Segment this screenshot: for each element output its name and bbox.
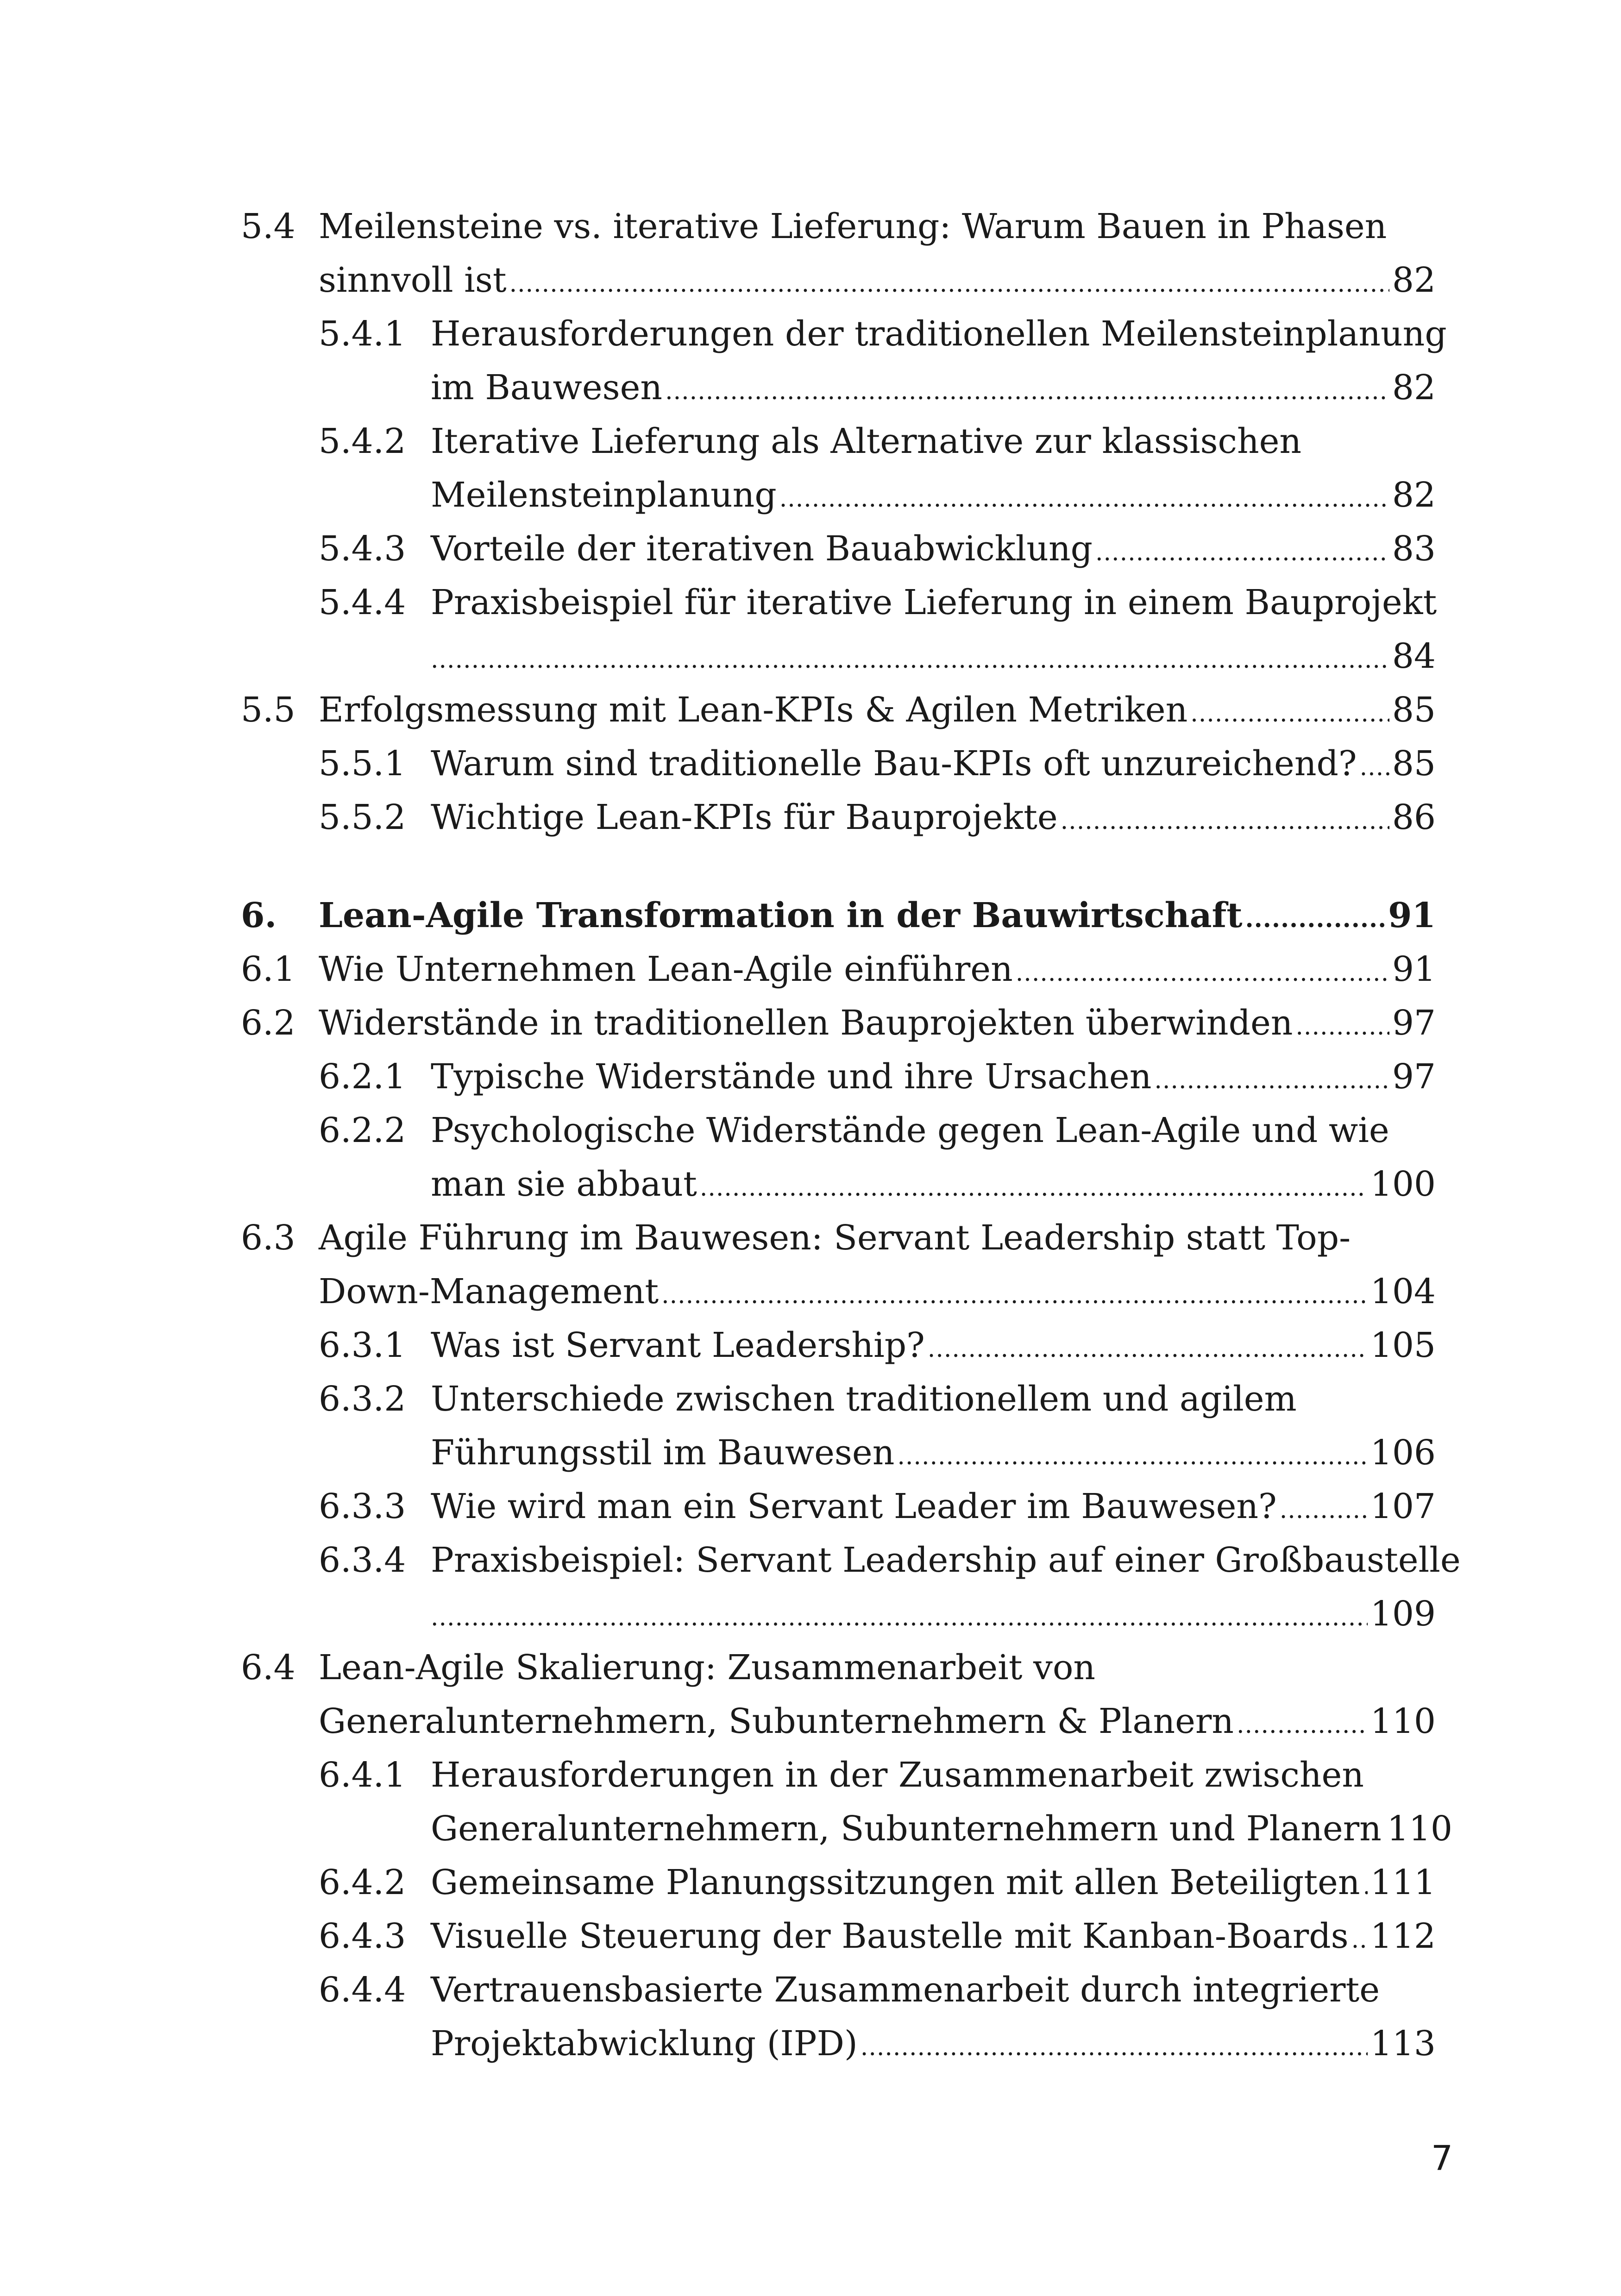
toc-entry-6-1 xyxy=(241,949,1436,989)
toc-number: 6.3.3 xyxy=(319,1487,406,1526)
toc-entry-5-4-2 xyxy=(319,421,1436,461)
toc-page: 109 xyxy=(1370,1594,1436,1634)
toc-title: Iterative Lieferung als Alternative zur klassischen xyxy=(431,421,1302,461)
toc-title: Meilensteine vs. iterative Lieferung: Warum Bauen in Phasen xyxy=(319,207,1387,246)
toc-entry-5-4-3 xyxy=(319,529,1436,569)
toc-title-cont: Meilensteinplanung xyxy=(431,475,777,515)
toc-number: 5.4.4 xyxy=(319,583,406,622)
toc-title-cont: man sie abbaut xyxy=(431,1164,697,1204)
toc-number: 5.4 xyxy=(241,207,295,246)
toc-entry-6-4-3 xyxy=(319,1916,1436,1956)
toc-title: Herausforderungen in der Zusammenarbeit zwischen xyxy=(431,1755,1364,1795)
toc-page: 82 xyxy=(1392,368,1436,408)
toc-leader xyxy=(1016,961,1389,985)
toc-number: 6.4.3 xyxy=(319,1916,406,1956)
toc-entry-5-4-1-cont xyxy=(431,368,1436,408)
toc-number: 5.5.1 xyxy=(319,744,406,784)
toc-leader xyxy=(1095,540,1389,565)
toc-entry-6-3-cont xyxy=(319,1274,1436,1309)
toc-number: 6. xyxy=(241,896,277,935)
toc-title: Wie wird man ein Servant Leader im Bauwesen? xyxy=(431,1487,1277,1526)
toc-entry-6-2-1 xyxy=(319,1057,1436,1097)
toc-page: 91 xyxy=(1388,896,1436,935)
toc-number: 6.4.1 xyxy=(319,1755,406,1795)
toc-title: Vertrauensbasierte Zusammenarbeit durch integrierte xyxy=(431,1970,1380,2010)
toc-number: 6.4.4 xyxy=(319,1970,406,2010)
toc-entry-5-5-1 xyxy=(319,744,1436,784)
toc-page: 84 xyxy=(1392,636,1436,676)
toc-title: Vorteile der iterativen Bauabwicklung xyxy=(431,529,1093,569)
toc-title-cont: sinnvoll ist xyxy=(319,260,507,300)
toc-page: 113 xyxy=(1370,2024,1436,2064)
toc-page: 107 xyxy=(1370,1487,1436,1526)
toc-entry-6-4-cont xyxy=(319,1701,1436,1741)
toc-leader xyxy=(431,1606,1368,1630)
toc-leader xyxy=(665,379,1389,403)
toc-entry-6-4-1-cont xyxy=(431,1809,1452,1849)
toc-page: 110 xyxy=(1387,1809,1452,1849)
toc-number: 5.4.2 xyxy=(319,421,406,461)
toc-title: Lean-Agile Transformation in der Bauwirtschaft xyxy=(319,896,1243,935)
toc-leader xyxy=(1360,755,1389,779)
toc-leader xyxy=(431,648,1389,672)
toc-leader xyxy=(928,1337,1368,1361)
toc-page: 105 xyxy=(1370,1325,1436,1365)
toc-number: 5.4.3 xyxy=(319,529,406,569)
toc-page: 97 xyxy=(1392,1057,1436,1097)
toc-page: 110 xyxy=(1370,1701,1436,1741)
toc-entry-5-4-1 xyxy=(319,314,1447,354)
toc-number: 6.3.1 xyxy=(319,1325,406,1365)
toc-page: 104 xyxy=(1370,1272,1436,1311)
toc-entry-6-3 xyxy=(241,1218,1436,1258)
toc-entry-5-5-2 xyxy=(319,797,1436,837)
toc-number: 6.2.1 xyxy=(319,1057,406,1097)
toc-title-cont: Generalunternehmern, Subunternehmern und Planern xyxy=(431,1809,1382,1849)
toc-leader xyxy=(700,1176,1368,1200)
toc-title-cont: Führungsstil im Bauwesen xyxy=(431,1433,895,1473)
toc-leader xyxy=(509,272,1389,296)
toc-title-cont: Down-Management xyxy=(319,1272,659,1311)
toc-number: 6.3 xyxy=(241,1218,295,1258)
toc-leader xyxy=(1154,1068,1389,1092)
toc-leader xyxy=(897,1444,1367,1468)
toc-page: 82 xyxy=(1392,260,1436,300)
toc-leader xyxy=(1351,1928,1368,1952)
toc-page: 100 xyxy=(1370,1164,1436,1204)
toc-leader xyxy=(1061,809,1389,833)
toc-title: Psychologische Widerstände gegen Lean-Agile und wie xyxy=(431,1110,1389,1150)
toc-page: 97 xyxy=(1392,1003,1436,1043)
toc-title: Praxisbeispiel: Servant Leadership auf einer Großbaustelle xyxy=(431,1540,1461,1580)
toc-title: Warum sind traditionelle Bau-KPIs oft unzureichend? xyxy=(431,744,1357,784)
toc-leader xyxy=(661,1283,1368,1307)
toc-entry-6-4-1 xyxy=(319,1755,1436,1795)
toc-title: Wie Unternehmen Lean-Agile einführen xyxy=(319,949,1013,989)
toc-title: Was ist Servant Leadership? xyxy=(431,1325,925,1365)
toc-entry-6-4 xyxy=(241,1650,1436,1685)
toc-title: Praxisbeispiel für iterative Lieferung in einem Bauprojekt xyxy=(431,583,1437,622)
toc-entry-6-3-3 xyxy=(319,1489,1436,1524)
toc-entry-6-3-4 xyxy=(319,1540,1461,1580)
toc-title: Gemeinsame Planungssitzungen mit allen Beteiligten xyxy=(431,1863,1360,1902)
toc-entry-6-2-2-cont xyxy=(431,1164,1436,1204)
toc-title: Widerstände in traditionellen Bauprojekten überwinden xyxy=(319,1003,1293,1043)
toc-number: 6.3.4 xyxy=(319,1540,406,1580)
toc-leader xyxy=(861,2035,1368,2059)
toc-entry-5-4-4-cont xyxy=(431,636,1436,676)
toc-page: 85 xyxy=(1392,744,1436,784)
toc-number: 6.2.2 xyxy=(319,1110,406,1150)
toc-number: 5.5 xyxy=(241,690,295,730)
toc-page: 91 xyxy=(1392,949,1436,989)
toc-title: Typische Widerstände und ihre Ursachen xyxy=(431,1057,1152,1097)
toc-leader xyxy=(1280,1498,1368,1522)
toc-title: Lean-Agile Skalierung: Zusammenarbeit von xyxy=(319,1648,1096,1687)
toc-title: Herausforderungen der traditionellen Meilensteinplanung xyxy=(431,314,1447,354)
toc-title: Visuelle Steuerung der Baustelle mit Kanban-Boards xyxy=(431,1916,1349,1956)
toc-page: 85 xyxy=(1392,690,1436,730)
page-number: 7 xyxy=(1431,2139,1453,2178)
toc-entry-5-4-cont xyxy=(319,260,1436,300)
toc-entry-6-2 xyxy=(241,1003,1436,1043)
toc-leader xyxy=(779,487,1389,511)
toc-entry-6-3-2 xyxy=(319,1379,1436,1419)
toc-entry-5-4-2-cont xyxy=(431,475,1436,515)
toc-entry-6-4-4 xyxy=(319,1970,1436,2010)
toc-title-cont: Generalunternehmern, Subunternehmern & Planern xyxy=(319,1701,1234,1741)
toc-entry-6-4-4-cont xyxy=(431,2024,1436,2064)
toc-entry-5-5 xyxy=(241,690,1436,730)
toc-leader xyxy=(1245,907,1385,931)
toc-chapter-6 xyxy=(241,898,1436,933)
toc-title: Wichtige Lean-KPIs für Bauprojekte xyxy=(431,797,1058,837)
toc-title: Erfolgsmessung mit Lean-KPIs & Agilen Metriken xyxy=(319,690,1188,730)
toc-leader xyxy=(1295,1015,1389,1039)
toc-entry-6-3-2-cont xyxy=(431,1433,1436,1473)
toc-number: 6.4.2 xyxy=(319,1863,406,1902)
toc-leader xyxy=(1190,702,1389,726)
toc-page: 112 xyxy=(1370,1916,1436,1956)
toc-title-cont: Projektabwicklung (IPD) xyxy=(431,2024,858,2064)
toc-page: 106 xyxy=(1370,1433,1436,1473)
toc-entry-6-2-2 xyxy=(319,1110,1436,1150)
toc-title: Agile Führung im Bauwesen: Servant Leadership statt Top- xyxy=(319,1218,1351,1258)
toc-number: 6.2 xyxy=(241,1003,295,1043)
toc-number: 5.4.1 xyxy=(319,314,406,354)
toc-leader xyxy=(1237,1713,1368,1737)
toc-entry-6-3-1 xyxy=(319,1325,1436,1365)
toc-entry-5-4-4 xyxy=(319,585,1436,620)
toc-page: 83 xyxy=(1392,529,1436,569)
toc-number: 6.1 xyxy=(241,949,295,989)
toc-entry-6-4-2 xyxy=(319,1865,1436,1900)
toc-leader xyxy=(1363,1874,1368,1898)
toc-entry-5-4 xyxy=(241,209,1436,244)
toc-number: 6.3.2 xyxy=(319,1379,406,1419)
toc-entry-6-3-4-cont xyxy=(431,1594,1436,1634)
toc-page: 86 xyxy=(1392,797,1436,837)
toc-title: Unterschiede zwischen traditionellem und agilem xyxy=(431,1379,1297,1419)
toc-number: 6.4 xyxy=(241,1648,295,1687)
toc-number: 5.5.2 xyxy=(319,797,406,837)
toc-page: 82 xyxy=(1392,475,1436,515)
toc-page: 111 xyxy=(1370,1863,1436,1902)
toc-title-cont: im Bauwesen xyxy=(431,368,663,408)
